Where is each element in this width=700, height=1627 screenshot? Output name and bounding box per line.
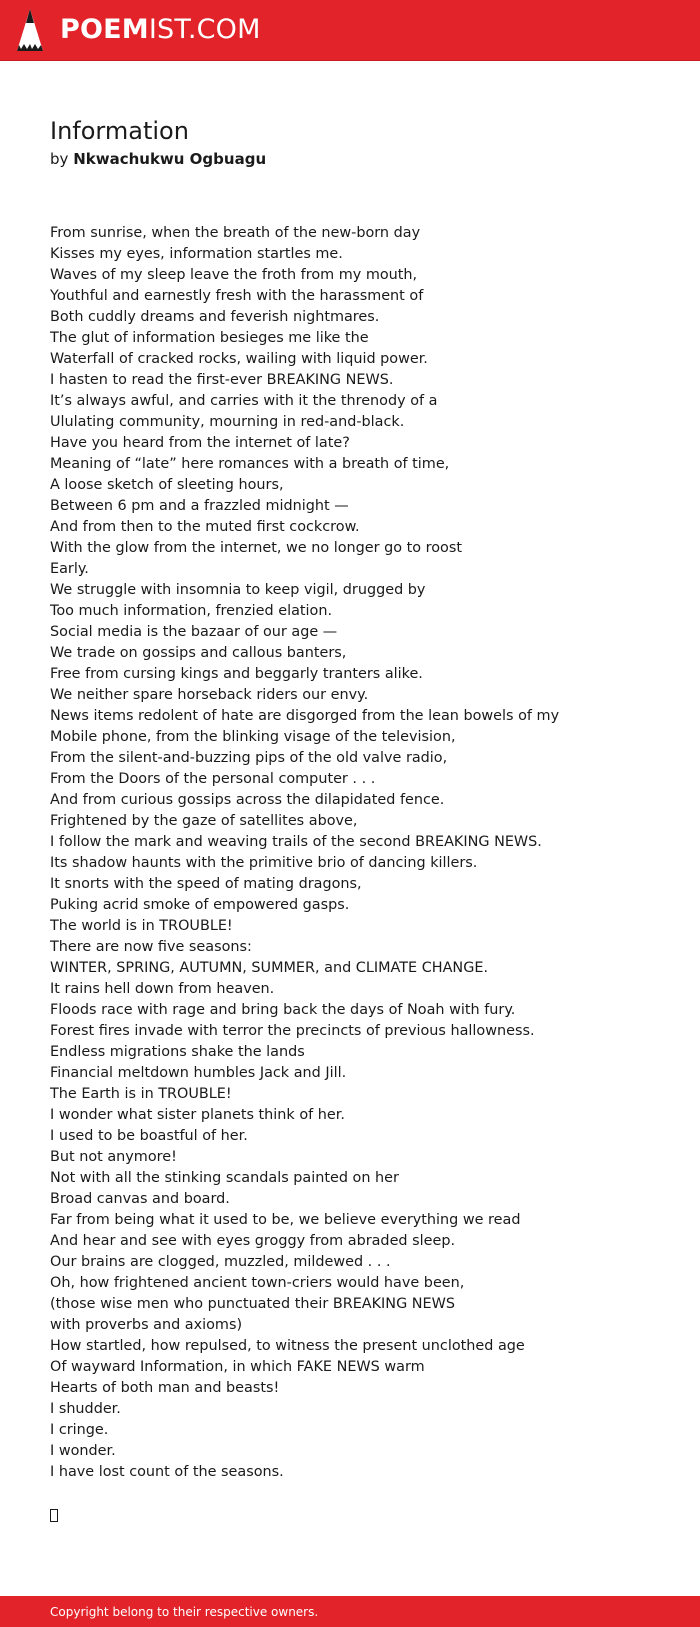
poem-line: Youthful and earnestly fresh with the harassment of bbox=[50, 288, 424, 304]
site-header bbox=[0, 0, 700, 61]
poem-line: Social media is the bazaar of our age — bbox=[50, 624, 338, 640]
poem-line: News items redolent of hate are disgorged from the lean bowels of my bbox=[50, 708, 560, 724]
poem-line: I cringe. bbox=[50, 1422, 109, 1438]
poem-line: Hearts of both man and beasts! bbox=[50, 1380, 280, 1396]
poem-line: I hasten to read the first-ever BREAKING NEWS. bbox=[50, 372, 394, 388]
poem-line: Kisses my eyes, information startles me. bbox=[50, 246, 343, 262]
poem-line: Too much information, frenzied elation. bbox=[50, 603, 333, 619]
poem-line: Far from being what it used to be, we believe everything we read bbox=[50, 1212, 521, 1228]
site-logo-link[interactable] bbox=[16, 9, 261, 51]
poem-line: Oh, how frightened ancient town-criers would have been, bbox=[50, 1275, 465, 1291]
poem-body bbox=[50, 223, 650, 1483]
poem-line: From sunrise, when the breath of the new-born day bbox=[50, 225, 421, 241]
poem-line: It rains hell down from heaven. bbox=[50, 981, 275, 997]
logo-text-bold: POEM bbox=[60, 14, 149, 45]
logo-text-light: IST.COM bbox=[148, 14, 261, 45]
poem-line: From the Doors of the personal computer . . . bbox=[50, 771, 376, 787]
poem-line: The glut of information besieges me like the bbox=[50, 330, 369, 346]
poem-byline bbox=[50, 148, 650, 170]
poem-line: Waves of my sleep leave the froth from my mouth, bbox=[50, 267, 418, 283]
poem-line: And from then to the muted first cockcrow. bbox=[50, 519, 360, 535]
poem-end-glyph bbox=[50, 1505, 58, 1526]
poem-line: We struggle with insomnia to keep vigil, drugged by bbox=[50, 582, 426, 598]
poem-line: Have you heard from the internet of late? bbox=[50, 435, 350, 451]
poem-line: It snorts with the speed of mating dragons, bbox=[50, 876, 362, 892]
poem-line: Floods race with rage and bring back the days of Noah with fury. bbox=[50, 1002, 516, 1018]
poem-line: Mobile phone, from the blinking visage of the television, bbox=[50, 729, 456, 745]
poem-line: Of wayward Information, in which FAKE NEWS warm bbox=[50, 1359, 425, 1375]
poem-line: I shudder. bbox=[50, 1401, 121, 1417]
poem-line: It’s always awful, and carries with it the threnody of a bbox=[50, 393, 438, 409]
poem-line: Both cuddly dreams and feverish nightmares. bbox=[50, 309, 380, 325]
site-footer bbox=[0, 1596, 700, 1627]
poem-line: With the glow from the internet, we no longer go to roost bbox=[50, 540, 463, 556]
poem-line: And from curious gossips across the dilapidated fence. bbox=[50, 792, 445, 808]
poem-line: Not with all the stinking scandals painted on her bbox=[50, 1170, 399, 1186]
poem-line: Meaning of “late” here romances with a breath of time, bbox=[50, 456, 450, 472]
poem-line: Puking acrid smoke of empowered gasps. bbox=[50, 897, 350, 913]
poem-line: Endless migrations shake the lands bbox=[50, 1044, 305, 1060]
poem-line: I have lost count of the seasons. bbox=[50, 1464, 284, 1480]
poem-line: (those wise men who punctuated their BREAKING NEWS bbox=[50, 1296, 456, 1312]
poem-line: Free from cursing kings and beggarly tranters alike. bbox=[50, 666, 423, 682]
poem-line: Its shadow haunts with the primitive brio of dancing killers. bbox=[50, 855, 478, 871]
poem-line: There are now five seasons: bbox=[50, 939, 252, 955]
poem-line: A loose sketch of sleeting hours, bbox=[50, 477, 284, 493]
footer-copyright: Copyright belong to their respective owners. bbox=[50, 1605, 319, 1619]
byline-prefix: by bbox=[50, 150, 69, 168]
poem-author: Nkwachukwu Ogbuagu bbox=[73, 150, 267, 168]
poem-line: Ululating community, mourning in red-and-black. bbox=[50, 414, 405, 430]
poem-line: I wonder. bbox=[50, 1443, 116, 1459]
pencil-logo-icon bbox=[16, 9, 44, 51]
poem-line: Between 6 pm and a frazzled midnight — bbox=[50, 498, 349, 514]
poem-line: Waterfall of cracked rocks, wailing with liquid power. bbox=[50, 351, 428, 367]
poem-line: Forest fires invade with terror the precincts of previous hallowness. bbox=[50, 1023, 535, 1039]
poem-line: The world is in TROUBLE! bbox=[50, 918, 233, 934]
poem-title: Information bbox=[50, 117, 189, 145]
poem-line: And hear and see with eyes groggy from abraded sleep. bbox=[50, 1233, 456, 1249]
poem-line: I used to be boastful of her. bbox=[50, 1128, 248, 1144]
poem-line: Broad canvas and board. bbox=[50, 1191, 230, 1207]
poem-line: Early. bbox=[50, 561, 89, 577]
poem-line: How startled, how repulsed, to witness the present unclothed age bbox=[50, 1338, 525, 1354]
poem-line: WINTER, SPRING, AUTUMN, SUMMER, and CLIMATE CHANGE. bbox=[50, 960, 489, 976]
poem-line: Our brains are clogged, muzzled, mildewed . . . bbox=[50, 1254, 391, 1270]
poem-line: Frightened by the gaze of satellites above, bbox=[50, 813, 358, 829]
poem-line: But not anymore! bbox=[50, 1149, 177, 1165]
poem-line: From the silent-and-buzzing pips of the old valve radio, bbox=[50, 750, 448, 766]
poem-line: with proverbs and axioms) bbox=[50, 1317, 243, 1333]
poem-line: The Earth is in TROUBLE! bbox=[50, 1086, 232, 1102]
poem-line: I wonder what sister planets think of her. bbox=[50, 1107, 345, 1123]
poem-line: We neither spare horseback riders our envy. bbox=[50, 687, 369, 703]
site-logo-text bbox=[60, 9, 261, 51]
poem-line: Financial meltdown humbles Jack and Jill. bbox=[50, 1065, 347, 1081]
poem-content bbox=[50, 114, 650, 1526]
poem-line: I follow the mark and weaving trails of the second BREAKING NEWS. bbox=[50, 834, 542, 850]
poem-line: We trade on gossips and callous banters, bbox=[50, 645, 347, 661]
